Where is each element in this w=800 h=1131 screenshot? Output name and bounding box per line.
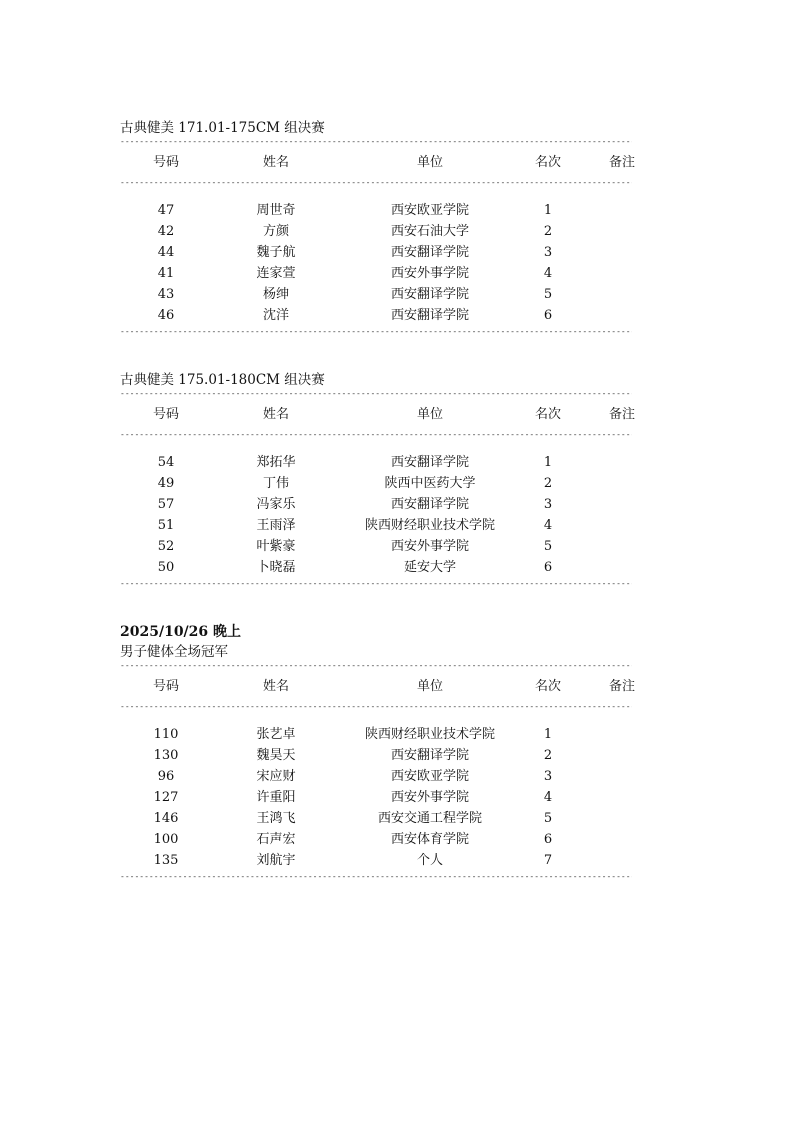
cell-number: 110	[153, 727, 179, 742]
table-row	[120, 473, 632, 494]
cell-number: 47	[157, 203, 175, 218]
divider	[120, 390, 632, 398]
cell-rank: 1	[543, 727, 553, 742]
cell-unit: 西安翻译学院	[390, 287, 469, 302]
table-row	[120, 263, 632, 284]
cell-unit: 陕西财经职业技术学院	[364, 727, 495, 742]
cell-unit: 西安欧亚学院	[390, 203, 469, 218]
header-note: 备注	[608, 407, 635, 422]
cell-name: 卜晓磊	[256, 560, 296, 575]
header-name: 姓名	[262, 407, 289, 422]
header-rank: 名次	[534, 407, 561, 422]
table-row	[120, 221, 632, 242]
cell-name: 张艺卓	[256, 727, 296, 742]
cell-name: 冯家乐	[256, 497, 296, 512]
table-row	[120, 284, 632, 305]
divider	[120, 873, 632, 881]
cell-number: 41	[157, 266, 175, 281]
header-note: 备注	[608, 155, 635, 170]
cell-rank: 2	[543, 224, 553, 239]
cell-unit: 个人	[416, 853, 443, 868]
header-number: 号码	[152, 407, 179, 422]
cell-unit: 陕西财经职业技术学院	[364, 518, 495, 533]
table-header	[120, 146, 635, 179]
cell-rank: 5	[543, 811, 553, 826]
cell-name: 叶紫豪	[256, 539, 296, 554]
section-classic-175-180	[120, 370, 635, 588]
cell-unit: 西安翻译学院	[390, 308, 469, 323]
table-row	[120, 766, 632, 787]
cell-unit: 陕西中医药大学	[384, 476, 476, 491]
header-unit: 单位	[416, 155, 443, 170]
table-row	[120, 808, 632, 829]
cell-rank: 3	[543, 497, 553, 512]
cell-number: 52	[157, 539, 175, 554]
table-header	[120, 398, 635, 431]
divider	[120, 431, 632, 439]
header-unit: 单位	[416, 679, 443, 694]
header-rank: 名次	[534, 679, 561, 694]
table-row	[120, 724, 632, 745]
cell-number: 54	[157, 455, 175, 470]
divider	[120, 138, 632, 146]
session-date: 2025/10/26 晚上	[120, 624, 242, 640]
cell-rank: 5	[543, 539, 553, 554]
header-number: 号码	[152, 679, 179, 694]
cell-unit: 西安翻译学院	[390, 497, 469, 512]
cell-number: 46	[157, 308, 175, 323]
cell-name: 方颜	[262, 224, 289, 239]
cell-number: 49	[157, 476, 175, 491]
table-header	[120, 670, 635, 703]
cell-number: 50	[157, 560, 175, 575]
header-unit: 单位	[416, 407, 443, 422]
cell-rank: 2	[543, 748, 553, 763]
cell-rank: 3	[543, 769, 553, 784]
cell-name: 魏昊天	[256, 748, 296, 763]
cell-rank: 1	[543, 455, 553, 470]
cell-number: 44	[157, 245, 175, 260]
section-title: 古典健美 171.01-175CM 组决赛	[120, 120, 325, 136]
cell-rank: 6	[543, 308, 553, 323]
cell-rank: 4	[543, 266, 553, 281]
cell-number: 100	[153, 832, 179, 847]
cell-unit: 西安欧亚学院	[390, 769, 469, 784]
cell-number: 127	[153, 790, 179, 805]
cell-rank: 3	[543, 245, 553, 260]
cell-number: 146	[153, 811, 179, 826]
cell-rank: 6	[543, 560, 553, 575]
cell-name: 许重阳	[256, 790, 296, 805]
cell-number: 130	[153, 748, 179, 763]
section-title: 男子健体全场冠军	[120, 644, 228, 660]
cell-unit: 西安体育学院	[390, 832, 469, 847]
cell-unit: 西安交通工程学院	[377, 811, 482, 826]
table-row	[120, 242, 632, 263]
cell-name: 刘航宇	[256, 853, 296, 868]
divider	[120, 179, 632, 187]
cell-unit: 延安大学	[403, 560, 456, 575]
cell-number: 43	[157, 287, 175, 302]
cell-name: 连家萱	[256, 266, 296, 281]
cell-name: 石声宏	[256, 832, 296, 847]
cell-unit: 西安外事学院	[390, 266, 469, 281]
cell-number: 42	[157, 224, 175, 239]
header-number: 号码	[152, 155, 179, 170]
cell-name: 郑拓华	[256, 455, 296, 470]
table-row	[120, 200, 632, 221]
divider	[120, 662, 632, 670]
cell-unit: 西安翻译学院	[390, 455, 469, 470]
table-row	[120, 494, 632, 515]
table-row	[120, 745, 632, 766]
cell-number: 96	[157, 769, 175, 784]
cell-name: 魏子航	[256, 245, 296, 260]
table-row	[120, 787, 632, 808]
table-row	[120, 557, 632, 578]
cell-rank: 1	[543, 203, 553, 218]
cell-rank: 4	[543, 790, 553, 805]
header-name: 姓名	[262, 679, 289, 694]
cell-rank: 4	[543, 518, 553, 533]
cell-rank: 2	[543, 476, 553, 491]
table-row	[120, 515, 632, 536]
table-row	[120, 452, 632, 473]
cell-number: 135	[153, 853, 179, 868]
header-note: 备注	[608, 679, 635, 694]
divider	[120, 328, 632, 336]
cell-number: 57	[157, 497, 175, 512]
cell-name: 丁伟	[262, 476, 289, 491]
header-rank: 名次	[534, 155, 561, 170]
cell-rank: 7	[543, 853, 553, 868]
cell-rank: 5	[543, 287, 553, 302]
cell-name: 沈洋	[262, 308, 289, 323]
header-name: 姓名	[262, 155, 289, 170]
cell-unit: 西安外事学院	[390, 790, 469, 805]
section-classic-171-175	[120, 118, 635, 336]
cell-name: 宋应财	[256, 769, 296, 784]
section-men-physique-overall	[120, 622, 635, 881]
table-row	[120, 850, 632, 871]
divider	[120, 580, 632, 588]
cell-name: 王鸿飞	[256, 811, 296, 826]
cell-name: 周世奇	[256, 203, 296, 218]
cell-unit: 西安翻译学院	[390, 748, 469, 763]
cell-name: 王雨泽	[256, 518, 296, 533]
table-row	[120, 829, 632, 850]
cell-unit: 西安外事学院	[390, 539, 469, 554]
table-row	[120, 536, 632, 557]
cell-unit: 西安翻译学院	[390, 245, 469, 260]
section-title: 古典健美 175.01-180CM 组决赛	[120, 372, 325, 388]
cell-name: 杨绅	[262, 287, 289, 302]
cell-number: 51	[157, 518, 175, 533]
table-row	[120, 305, 632, 326]
divider	[120, 703, 632, 711]
cell-unit: 西安石油大学	[390, 224, 469, 239]
cell-rank: 6	[543, 832, 553, 847]
